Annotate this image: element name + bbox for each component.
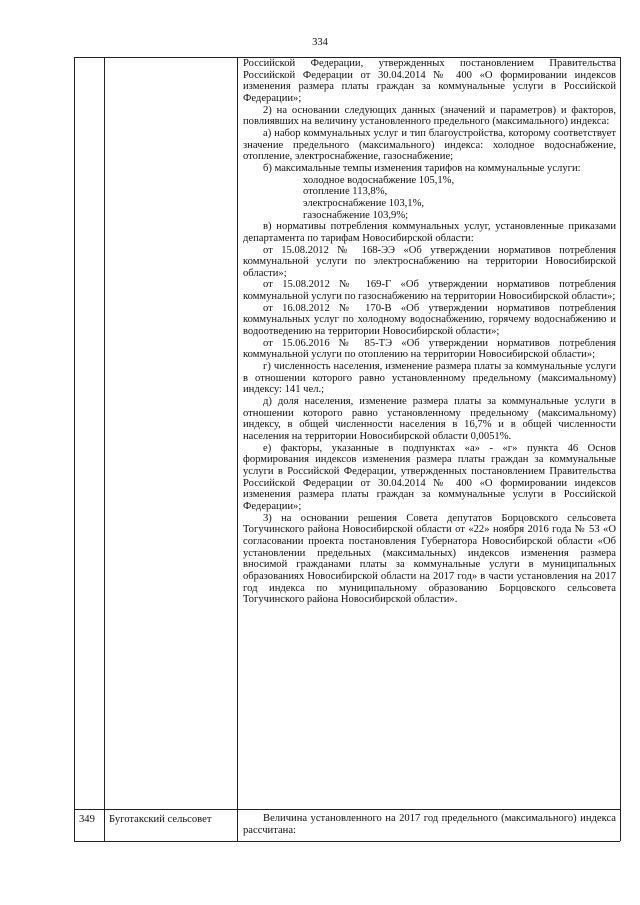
paragraph: от 16.08.2012 № 170-В «Об утверждении нормативов потребления коммунальных услуг по холодному водоснабжению, горячему водоснабжению и водоотведению на территории Новосибирской области»; xyxy=(243,302,616,338)
paragraph: от 15.06.2016 № 85-ТЭ «Об утверждении нормативов потребления коммунальной услуги по отоплению на территории Новосибирской области»; xyxy=(243,337,616,361)
tariff-item: холодное водоснабжение 105,1%, xyxy=(303,174,455,186)
page-number: 334 xyxy=(312,37,328,48)
municipality-name: Буготакский сельсовет xyxy=(109,814,212,825)
row-divider xyxy=(74,809,620,810)
row-number: 349 xyxy=(79,814,95,825)
paragraph: д) доля населения, изменение размера платы за коммунальные услуги в отношении которого равно установленному предельному (максимальному) индексу, в общей численности населения в 16,7% и в общей численности населения на территории Новосибирской области 0,0051%. xyxy=(243,396,616,442)
table-bottom-border xyxy=(74,841,620,842)
tariff-item: электроснабжение 103,1%, xyxy=(303,197,425,209)
prev-row-content xyxy=(243,58,616,606)
paragraph: а) набор коммунальных услуг и тип благоустройства, которому соответствует значение предельного (максимального) индекса: холодное водоснабжение, отопление, электроснабжение, газоснабжение; xyxy=(243,127,616,163)
paragraph: 3) на основании решения Совета депутатов Борцовского сельсовета Тогучинского района Новосибирской области от «22» ноября 2016 года № 53 «О согласовании проекта постановления Губернатора Новосибирской области «Об установлении предельных (максимальных) индексов изменения размера вносимой гражданами платы за коммунальные услуги в муниципальных образованиях Новосибирской области на 2017 год» в части установления на 2017 год индекса по муниципальному образованию Борцовского сельсовета Тогучинского района Новосибирской области». xyxy=(243,512,616,606)
paragraph: от 15.08.2012 № 168-ЭЭ «Об утверждении нормативов потребления коммунальной услуги по электроснабжению на территории Новосибирской области»; xyxy=(243,244,616,279)
tariff-item: отопление 113,8%, xyxy=(303,186,388,198)
paragraph: 2) на основании следующих данных (значений и параметров) и факторов, повлиявших на величину установленного предельного (максимального) индекса: xyxy=(243,104,616,128)
paragraph: б) максимальные темпы изменения тарифов на коммунальные услуги: xyxy=(263,162,581,174)
table-border-left xyxy=(74,57,75,841)
table-border-right xyxy=(620,57,621,841)
paragraph: г) численность населения, изменение размера платы за коммунальные услуги в отношении которого равно установленному предельному (максимальному) индексу: 141 чел.; xyxy=(243,361,616,396)
paragraph: от 15.08.2012 № 169-Г «Об утверждении нормативов потребления коммунальной услуги по газоснабжению на территории Новосибирской области»; xyxy=(243,279,616,303)
paragraph: Величина установленного на 2017 год предельного (максимального) индекса рассчитана: xyxy=(243,813,616,836)
tariff-item: газоснабжение 103,9%; xyxy=(303,209,409,221)
column-divider-name xyxy=(237,57,238,841)
paragraph: Российской Федерации, утвержденных постановлением Правительства Российской Федерации от 30.04.2014 № 400 «О формировании индексов изменения размера платы граждан за коммунальные услуги в Российской Федерации»; xyxy=(243,58,616,104)
data-table xyxy=(74,57,620,841)
row-349-content xyxy=(243,813,616,836)
paragraph: в) нормативы потребления коммунальных услуг, установленные приказами департамента по тарифам Новосибирской области: xyxy=(243,221,616,244)
paragraph: е) факторы, указанные в подпунктах «а» - «г» пункта 46 Основ формирования индексов изменения размера платы граждан за коммунальные услуги в Российской Федерации, утвержденных постановлением Правительства Российской Федерации от 30.04.2014 № 400 «О формировании индексов изменения размера платы граждан за коммунальные услуги в Российской Федерации»; xyxy=(243,442,616,512)
column-divider-number xyxy=(104,57,105,841)
